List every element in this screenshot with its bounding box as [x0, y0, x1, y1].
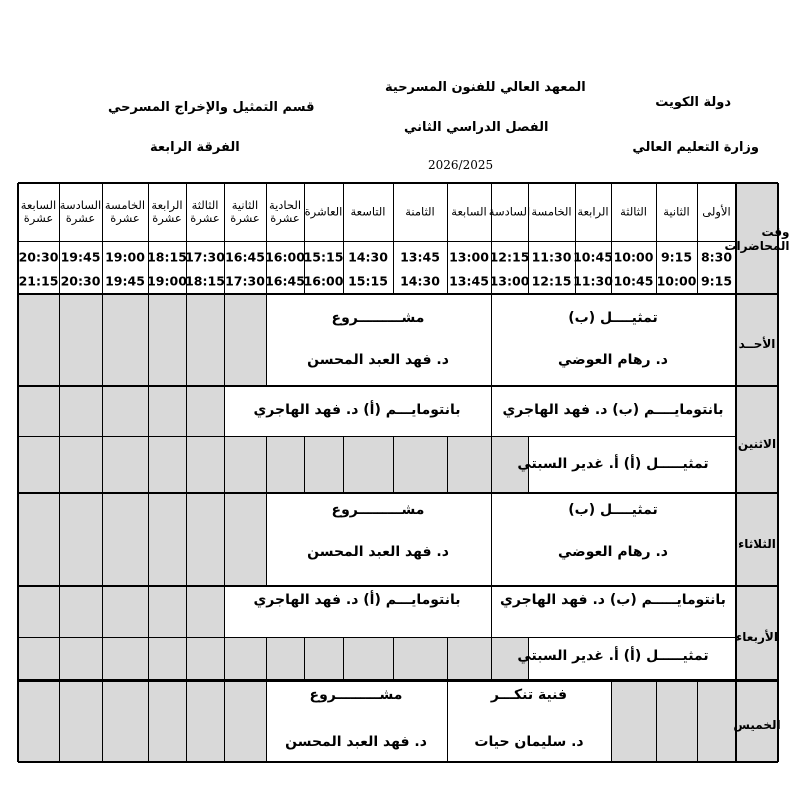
period-end: 19:45 — [105, 273, 145, 289]
period-name: الحادية عشرة — [268, 198, 302, 225]
period-name: الأولى — [702, 204, 731, 219]
period-name: الخامسة — [531, 204, 572, 219]
period-end: 13:00 — [489, 273, 530, 289]
period-start: 13:00 — [449, 249, 489, 265]
period-name: الثامنة — [405, 204, 435, 219]
department-title: قسم التمثيل والإخراج المسرحي — [108, 100, 315, 115]
period-end: 18:15 — [185, 273, 225, 289]
period-name: التاسعة — [350, 204, 386, 219]
period-start: 17:30 — [185, 249, 225, 265]
period-start: 12:15 — [489, 249, 530, 265]
period-name: الثانية — [663, 204, 690, 219]
day-label: الاثنين — [737, 436, 777, 451]
tuesday-project-instructor: د. فهد العبد المحسن — [307, 544, 449, 560]
semester-title: الفصل الدراسي الثاني — [404, 120, 549, 135]
thursday-project-course: مشـــــــــروع — [309, 687, 403, 703]
tuesday-project-course: مشـــــــــروع — [331, 502, 425, 518]
thursday-makeup-instructor: د. سليمان حيات — [474, 734, 584, 750]
period-end: 13:45 — [449, 273, 489, 289]
period-name: العاشرة — [304, 204, 343, 219]
monday-acting-a: تمثيـــــل (أ) أ. غدير السبتي — [517, 456, 709, 472]
period-end: 20:30 — [60, 273, 101, 289]
period-start: 11:30 — [531, 249, 572, 265]
day-label: الأحــد — [738, 337, 776, 351]
period-name: السابعة — [451, 204, 487, 219]
period-end: 15:15 — [348, 273, 388, 289]
schedule-table — [18, 183, 790, 760]
period-end: 10:00 — [656, 273, 697, 289]
sunday-project-instructor: د. فهد العبد المحسن — [307, 352, 449, 368]
tuesday-acting-b-instructor: د. رهام العوضي — [558, 544, 668, 560]
period-start: 19:45 — [60, 249, 101, 265]
period-end: 19:00 — [147, 273, 187, 289]
corner-label: وقت المحاضرات — [724, 225, 790, 253]
monday-pantomime-b: بانتومايــــم (ب) د. فهد الهاجري — [502, 402, 724, 418]
level-title: الفرقة الرابعة — [150, 140, 240, 155]
period-start: 14:30 — [348, 249, 388, 265]
period-start: 13:45 — [400, 249, 440, 265]
sunday-acting-b-instructor: د. رهام العوضي — [558, 352, 668, 368]
wednesday-pantomime-a: بانتومايـــم (أ) د. فهد الهاجري — [253, 592, 461, 608]
period-name: الثالثة عشرة — [190, 198, 220, 225]
day-label: الثلاثاء — [738, 536, 776, 551]
wednesday-pantomime-b: بانتومايـــــم (ب) د. فهد الهاجري — [500, 592, 726, 608]
tuesday-acting-b-course: تمثيــــل (ب) — [568, 502, 658, 518]
period-end: 21:15 — [18, 273, 59, 289]
sunday-project-course: مشـــــــــروع — [331, 310, 425, 326]
period-start: 15:15 — [303, 249, 344, 265]
period-start: 18:15 — [147, 249, 187, 265]
period-start: 19:00 — [105, 249, 145, 265]
period-end: 17:30 — [225, 273, 265, 289]
wednesday-acting-a: تمثيـــــل (أ) أ. غدير السبتي — [517, 648, 709, 664]
period-name: الثانية عشرة — [230, 198, 260, 225]
period-name: الثالثة — [620, 204, 647, 219]
thursday-project-instructor: د. فهد العبد المحسن — [285, 734, 427, 750]
period-name: السادسة عشرة — [59, 198, 102, 225]
ministry-title: وزارة التعليم العالي — [632, 140, 759, 155]
period-end: 16:00 — [303, 273, 344, 289]
period-start: 16:45 — [225, 249, 265, 265]
period-name: السابعة عشرة — [20, 198, 57, 225]
day-label: الأربعاء — [736, 630, 778, 644]
period-name: السادسة — [488, 204, 531, 219]
period-start: 8:30 — [700, 249, 733, 265]
period-start: 20:30 — [18, 249, 59, 265]
monday-pantomime-a: بانتومايـــم (أ) د. فهد الهاجري — [253, 402, 461, 418]
period-start: 10:45 — [573, 249, 613, 265]
country-title: دولة الكويت — [655, 95, 731, 110]
period-end: 16:45 — [265, 273, 305, 289]
period-end: 10:45 — [613, 273, 654, 289]
period-name: الرابعة عشرة — [151, 198, 183, 225]
period-end: 14:30 — [400, 273, 440, 289]
period-name: الخامسة عشرة — [104, 198, 146, 225]
thursday-makeup-course: فنية تنكـــر — [490, 687, 568, 703]
period-start: 16:00 — [265, 249, 305, 265]
period-name: الرابعة — [577, 204, 609, 219]
period-end: 11:30 — [573, 273, 613, 289]
sunday-acting-b-course: تمثيــــل (ب) — [568, 310, 658, 326]
institute-title: المعهد العالي للفنون المسرحية — [385, 80, 586, 95]
period-start: 9:15 — [660, 249, 693, 265]
period-start: 10:00 — [613, 249, 654, 265]
period-end: 12:15 — [531, 273, 572, 289]
academic-year: 2026/2025 — [428, 158, 494, 172]
day-label: الخميس — [733, 718, 781, 732]
period-end: 9:15 — [700, 273, 733, 289]
